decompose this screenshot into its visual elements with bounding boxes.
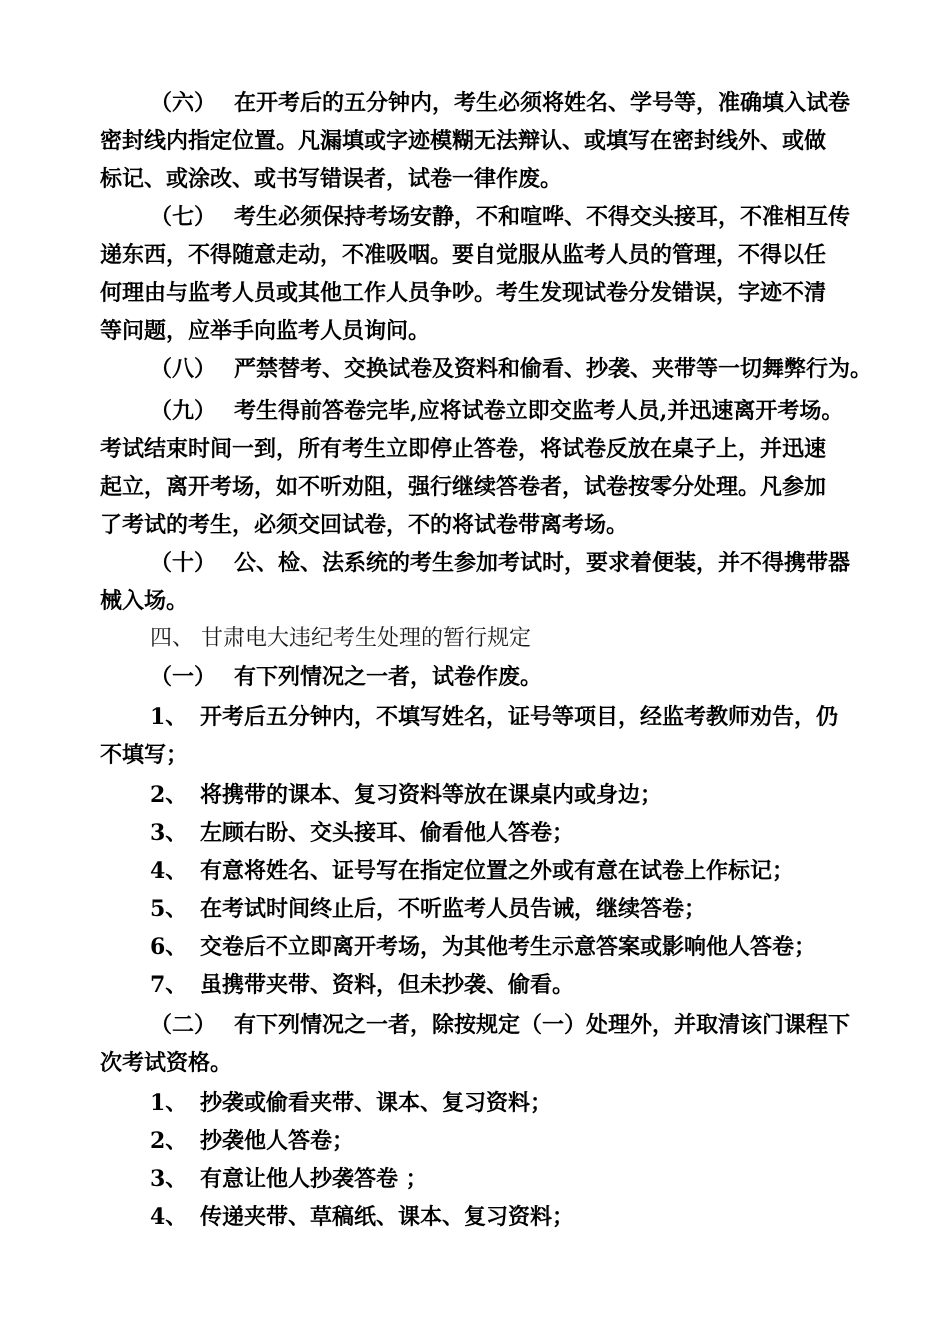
list-item [150,852,870,890]
list-item-number: 5、 [150,896,188,922]
subsection-2-line-1 [150,1006,870,1044]
paragraph-6-line-3: 标记、或涂改、或书写错误者，试卷一律作废。 [100,166,563,192]
paragraph-9-label: （九） [150,398,217,424]
paragraph-10-line-2: 械入场。 [100,588,189,614]
list-item [150,814,870,852]
list-item-number: 4、 [150,1204,188,1230]
paragraph-10-text: 公、检、法系统的考生参加考试时，要求着便装，并不得携带器 [234,550,851,576]
paragraph-9-line-2: 考试结束时间一到，所有考生立即停止答卷，将试卷反放在桌子上，并迅速 [100,436,827,462]
list-item [150,776,870,814]
list-item [150,966,870,1004]
paragraph-9-line-3: 起立，离开考场，如不听劝阻，强行继续答卷者，试卷按零分处理。凡参加 [100,474,827,500]
paragraph-8-text: 严禁替考、交换试卷及资料和偷看、抄袭、夹带等一切舞弊行为。 [234,356,873,382]
list-item-number: 2、 [150,782,188,808]
subsection-2-label: （二） [150,1012,217,1038]
paragraph-10-line-1 [150,544,870,582]
subsection-2-text: 有下列情况之一者，除按规定（一）处理外，并取清该门课程下 [234,1012,851,1038]
subsection-1-text: 有下列情况之一者，试卷作废。 [234,664,543,690]
list-item-text: 有意将姓名、证号写在指定位置之外或有意在试卷上作标记； [200,858,795,884]
paragraph-7-line-1 [150,198,870,236]
paragraph-6-text: 在开考后的五分钟内，考生必须将姓名、学号等，准确填入试卷 [234,90,851,116]
list-item-continuation: 不填写； [100,742,189,768]
section-4-heading: 四、 甘肃电大违纪考生处理的暂行规定 [150,626,531,651]
paragraph-8-line-1 [150,350,873,388]
list-item-text: 交卷后不立即离开考场，为其他考生示意答案或影响他人答卷； [200,934,817,960]
paragraph-9-line-4: 了考试的考生，必须交回试卷，不的将试卷带离考场。 [100,512,629,538]
paragraph-9-line-1 [150,392,870,430]
list-item-number: 4、 [150,858,188,884]
paragraph-7-line-4: 等问题，应举手向监考人员询问。 [100,318,431,344]
list-item [150,1160,870,1198]
list-item-text: 虽携带夹带、资料，但未抄袭、偷看。 [200,972,575,998]
paragraph-7-label: （七） [150,204,217,230]
paragraph-9-text: 考生得前答卷完毕,应将试卷立即交监考人员,并迅速离开考场。 [234,398,844,424]
list-item-number: 1、 [150,1090,188,1116]
paragraph-7-text: 考生必须保持考场安静，不和喧哗、不得交头接耳，不准相互传 [234,204,851,230]
paragraph-7-line-2: 递东西，不得随意走动，不准吸咽。要自觉服从监考人员的管理，不得以任 [100,242,827,268]
paragraph-10-label: （十） [150,550,217,576]
list-item-text: 有意让他人抄袭答卷 ； [200,1166,428,1192]
list-item-number: 1、 [150,704,188,730]
paragraph-7-line-3: 何理由与监考人员或其他工作人员争吵。考生发现试卷分发错误，字迹不清 [100,280,827,306]
list-item-number: 7、 [150,972,188,998]
list-item-text: 抄袭他人答卷； [200,1128,355,1154]
list-item [150,1084,870,1122]
subsection-1-label: （一） [150,664,217,690]
list-item [150,1198,870,1236]
list-item-number: 2、 [150,1128,188,1154]
subsection-1-line [150,658,870,696]
list-item-number: 3、 [150,820,188,846]
paragraph-8-label: （八） [150,356,217,382]
list-item-number: 3、 [150,1166,188,1192]
paragraph-6-line-1 [150,84,870,122]
list-item [150,698,870,736]
list-item [150,890,870,928]
list-item-text: 在考试时间终止后，不听监考人员告诫，继续答卷； [200,896,707,922]
paragraph-6-line-2: 密封线内指定位置。凡漏填或字迹模糊无法辩认、或填写在密封线外、或做 [100,128,827,154]
list-item [150,928,870,966]
list-item-number: 6、 [150,934,188,960]
list-item-text: 抄袭或偷看夹带、课本、复习资料； [200,1090,553,1116]
list-item-text: 开考后五分钟内，不填写姓名，证号等项目，经监考教师劝告，仍 [200,704,839,730]
paragraph-6-label: （六） [150,90,217,116]
subsection-2-line-2: 次考试资格。 [100,1050,233,1076]
list-item-text: 左顾右盼、交头接耳、偷看他人答卷； [200,820,575,846]
list-item-text: 将携带的课本、复习资料等放在课桌内或身边； [200,782,663,808]
list-item-text: 传递夹带、草稿纸、课本、复习资料； [200,1204,575,1230]
list-item [150,1122,870,1160]
